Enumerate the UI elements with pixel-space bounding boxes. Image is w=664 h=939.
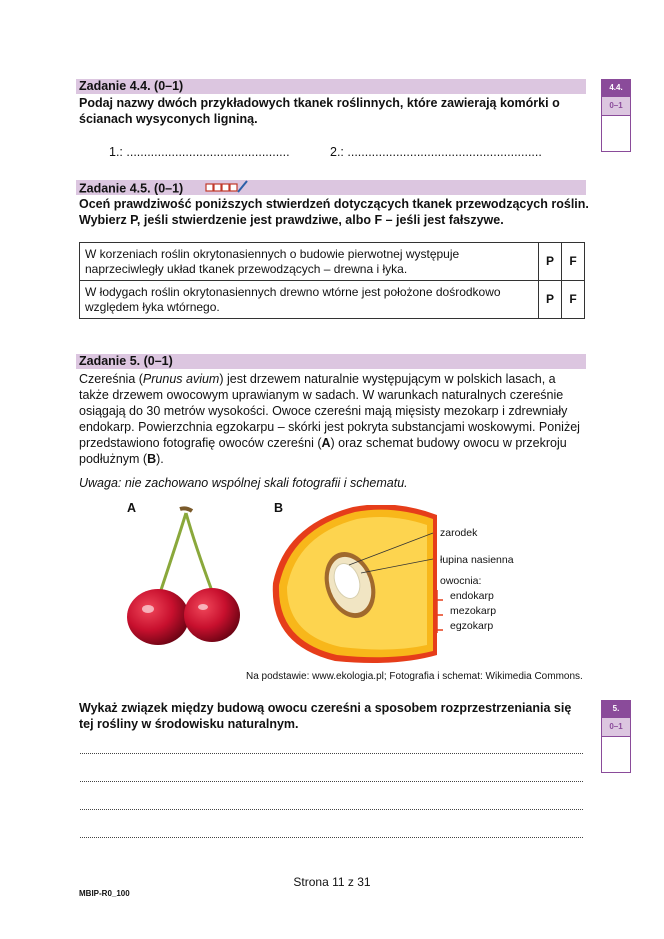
- task-4-5-question-line2: Wybierz P, jeśli stwierdzenie jest prawdziwe, albo F – jeśli jest fałszywe.: [79, 213, 504, 227]
- intro-mid: ) oraz schemat budowy owocu w przekroju podłużnym (: [79, 436, 567, 466]
- answer-line[interactable]: [80, 780, 583, 782]
- figure-b-label: B: [274, 501, 284, 515]
- intro-post: ) jest drzewem naturalnie występującym w polskich lasach, a także drzewem owocowym uprawianym w sadach. W warunkach naturalnych czereśnie osiągają do 30 metrów wysokości. Owoce czereśni mają mięsisty mezokarp i zdrewniały endokarp. Powierzchnia egzokarpu – skórki jest pokryta substancjami woskowymi. Poniżej przedstawiono fotografię owoców czereśni (: [79, 372, 580, 450]
- page-number: Strona 11 z 31: [293, 875, 371, 889]
- table-row: [80, 243, 585, 281]
- figure-source: Na podstawie: www.ekologia.pl; Fotografia i schemat: Wikimedia Commons.: [246, 671, 583, 682]
- score-code: 4.4.: [602, 80, 630, 96]
- option-f[interactable]: F: [562, 281, 585, 319]
- answer-line[interactable]: [80, 808, 583, 810]
- answer-line[interactable]: [80, 836, 583, 838]
- task-5-question: Wykaż związek między budową owocu czereśni a sposobem rozprzestrzeniania się tej rośliny w środowisku naturalnym.: [79, 701, 572, 731]
- label-mezokarp: mezokarp: [450, 605, 497, 617]
- score-range: 0–1: [602, 717, 630, 737]
- task-5-note: Uwaga: nie zachowano wspólnej skali fotografii i schematu.: [79, 476, 408, 490]
- statement-text: W łodygach roślin okrytonasiennych drewno wtórne jest położone dośrodkowo względem łyka wtórnego.: [80, 281, 539, 319]
- task-4-5-question-line1: Oceń prawdziwość poniższych stwierdzeń dotyczących tkanek przewodzących roślin.: [79, 197, 589, 211]
- true-false-table: [79, 242, 585, 319]
- intro-end: ).: [156, 452, 164, 466]
- label-endokarp: endokarp: [450, 590, 494, 602]
- option-p[interactable]: P: [539, 281, 562, 319]
- task-4-5-title-text: Zadanie 4.5. (0–1): [79, 181, 184, 196]
- intro-label-b: B: [147, 452, 157, 466]
- score-code: 5.: [602, 701, 630, 717]
- cherry-cross-section-diagram: [265, 505, 445, 665]
- label-lupina: łupina nasienna: [440, 554, 514, 566]
- cherries-photo: [120, 505, 245, 655]
- task-4-5-title: [76, 180, 586, 195]
- answer-line[interactable]: [80, 752, 583, 754]
- option-p[interactable]: P: [539, 243, 562, 281]
- task-4-4-question: Podaj nazwy dwóch przykładowych tkanek roślinnych, które zawierają komórki o ścianach wysyconych ligniną.: [79, 96, 560, 126]
- answer-2-field[interactable]: 2.: ........................................................: [330, 145, 542, 159]
- label-zarodek: zarodek: [440, 527, 478, 539]
- task-4-4-title: Zadanie 4.4. (0–1): [76, 79, 586, 94]
- document-code: MBIP-R0_100: [79, 889, 130, 898]
- option-f[interactable]: F: [562, 243, 585, 281]
- score-box-4-4: [601, 79, 631, 152]
- task-5-intro: [79, 371, 585, 467]
- table-row: [80, 281, 585, 319]
- answer-1-field[interactable]: 1.: ...............................................: [109, 145, 290, 159]
- statement-text: W korzeniach roślin okrytonasiennych o budowie pierwotnej występuje naprzeciwległy układ tkanek przewodzących – drewna i łyka.: [80, 243, 539, 281]
- label-owocnia: owocnia:: [440, 575, 482, 587]
- intro-latin: Prunus avium: [142, 372, 220, 386]
- intro-label-a: A: [321, 436, 331, 450]
- label-egzokarp: egzokarp: [450, 620, 494, 632]
- figure-a-label: A: [127, 501, 137, 515]
- task-5-title: Zadanie 5. (0–1): [76, 354, 586, 369]
- intro-pre: Czereśnia (: [79, 372, 143, 386]
- score-range: 0–1: [602, 96, 630, 116]
- score-box-5: [601, 700, 631, 773]
